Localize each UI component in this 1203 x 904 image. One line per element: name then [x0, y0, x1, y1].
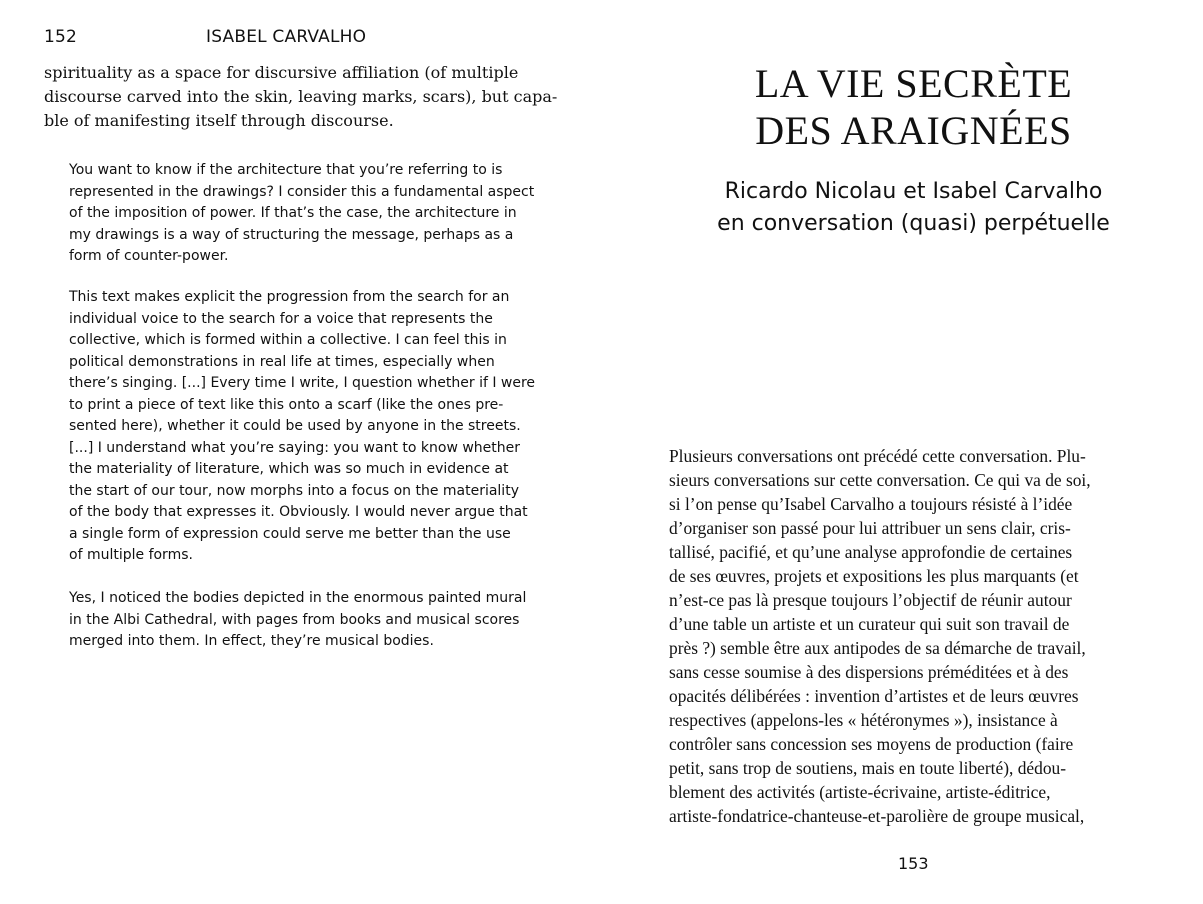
text-line: merged into them. In effect, they’re musical bodies.	[69, 633, 434, 649]
text-line: political demonstrations in real life at times, especially when	[69, 353, 495, 370]
text-line: spirituality as a space for discursive affiliation (of multiple	[44, 63, 519, 82]
text-line: petit, sans trop de soutiens, mais en toute liberté), dédou-	[669, 758, 1066, 778]
text-line: discourse carved into the skin, leaving marks, scars), but capa-	[44, 87, 558, 106]
text-line: a single form of expression could serve me better than the use	[69, 525, 511, 542]
right-page	[601, 0, 1203, 904]
chapter-subtitle	[601, 176, 1203, 240]
text-line: tallisé, pacifié, et qu’une analyse approfondie de certaines	[669, 542, 1073, 562]
text-line: You want to know if the architecture that you’re referring to is	[69, 162, 503, 178]
text-line: [...] I understand what you’re saying: you want to know whether	[69, 439, 521, 456]
intro-paragraph	[44, 61, 558, 133]
text-line: d’une table un artiste et un curateur qui suit son travail de	[669, 614, 1070, 634]
text-line: artiste-fondatrice-chanteuse-et-parolière de groupe musical,	[669, 806, 1085, 826]
title-line: DES ARAIGNÉES	[755, 108, 1072, 153]
text-line: to print a piece of text like this onto a scarf (like the ones pre-	[69, 396, 504, 413]
text-line: in the Albi Cathedral, with pages from books and musical scores	[69, 611, 520, 628]
page-number-right: 153	[898, 854, 929, 873]
text-line: This text makes explicit the progression from the search for an	[69, 289, 510, 305]
quote-paragraph-3	[69, 588, 539, 653]
text-line: opacités délibérées : invention d’artistes et de leurs œuvres	[669, 686, 1079, 706]
text-line: collective, which is formed within a collective. I can feel this in	[69, 332, 507, 348]
text-line: of multiple forms.	[69, 547, 193, 563]
subtitle-line: Ricardo Nicolau et Isabel Carvalho	[724, 179, 1103, 204]
text-line: blement des activités (artiste-écrivaine, artiste-éditrice,	[669, 782, 1051, 802]
text-line: of the body that expresses it. Obviously. I would never argue that	[69, 504, 528, 520]
text-line: represented in the drawings? I consider this a fundamental aspect	[69, 183, 535, 200]
text-line: d’organiser son passé pour lui attribuer un sens clair, cris-	[669, 518, 1071, 538]
chapter-title	[601, 60, 1203, 154]
running-head-author: ISABEL CARVALHO	[206, 27, 367, 47]
body-paragraph	[669, 444, 1164, 828]
text-line: sented here), whether it could be used by anyone in the streets.	[69, 418, 521, 434]
text-line: the materiality of literature, which was so much in evidence at	[69, 461, 509, 477]
left-page	[0, 0, 601, 904]
title-line: LA VIE SECRÈTE	[754, 61, 1073, 106]
text-line: sans cesse soumise à des dispersions préméditées et à des	[669, 662, 1069, 682]
text-line: individual voice to the search for a voice that represents the	[69, 310, 493, 327]
quote-paragraph-2	[69, 287, 539, 567]
text-line: form of counter-power.	[69, 248, 229, 264]
text-line: the start of our tour, now morphs into a focus on the materiality	[69, 482, 519, 499]
text-line: Yes, I noticed the bodies depicted in the enormous painted mural	[69, 590, 527, 606]
text-line: contrôler sans concession ses moyens de production (faire	[669, 734, 1074, 754]
text-line: of the imposition of power. If that’s the case, the architecture in	[69, 205, 517, 221]
text-line: there’s singing. [...] Every time I write, I question whether if I were	[69, 375, 536, 391]
quote-paragraph-1	[69, 160, 539, 268]
text-line: n’est-ce pas là presque toujours l’objectif de réunir autour	[669, 590, 1072, 610]
running-header	[44, 26, 366, 48]
subtitle-line: en conversation (quasi) perpétuelle	[717, 211, 1110, 236]
text-line: ble of manifesting itself through discourse.	[44, 111, 394, 130]
text-line: de ses œuvres, projets et expositions les plus marquants (et	[669, 566, 1079, 586]
text-line: près ?) semble être aux antipodes de sa démarche de travail,	[669, 638, 1086, 658]
page-number-left: 152	[44, 27, 78, 47]
text-line: respectives (appelons-les « hétéronymes »), insistance à	[669, 710, 1058, 730]
text-line: si l’on pense qu’Isabel Carvalho a toujours résisté à l’idée	[669, 494, 1073, 514]
text-line: my drawings is a way of structuring the message, perhaps as a	[69, 226, 514, 243]
text-line: Plusieurs conversations ont précédé cette conversation. Plu-	[669, 446, 1086, 466]
text-line: sieurs conversations sur cette conversation. Ce qui va de soi,	[669, 470, 1091, 490]
